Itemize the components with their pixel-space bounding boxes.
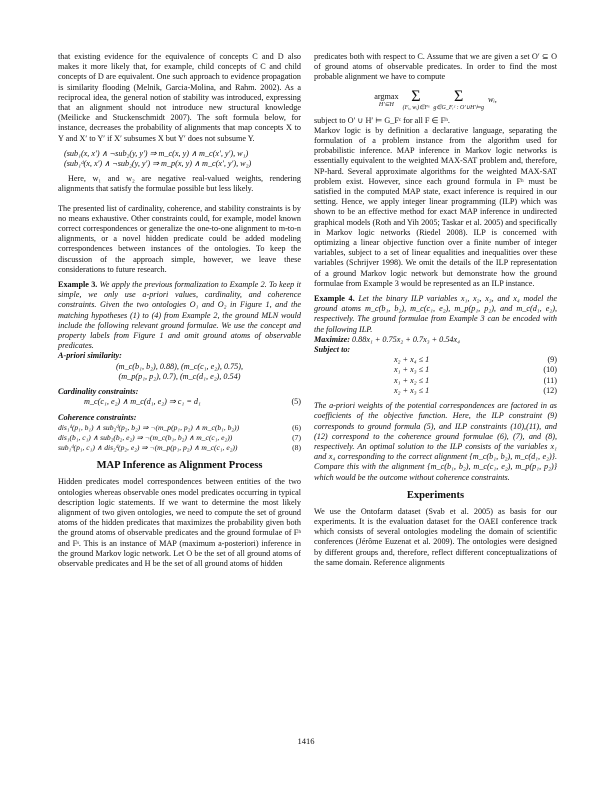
paragraph: Markov logic is by definition a declarative language, separating the formulation of a problem instance from the algorithm used for probabilistic inference. MAP inference in Markov logic networks is essentially equivalent to the weighted MAX-SAT problem and, therefore, NP-hard. Several approximate algorithms for the weighted MAX-SAT problem exist. However, since each ground formula in Fʰ must be satisfied in the computed MAP state, exact inference is required in our setting. Hence, we apply integer linear programming (ILP) which was shown to be an effective method for exact MAP inference in undirected graphical models (Roth and Yih 2005; Taskar et al. 2005) and specifically in Markov logic networks (Riedel 2008). ILP is concerned with optimizing a linear objective function over a finite number of integer variables, subject to a set of linear equalities and inequalities over these variables (Schrijver 1998). We omit the details of the ILP representation of a ground Markov logic network but demonstrate how the ground formulae from Example 3 would be represented as an ILP instance.: [314, 125, 557, 288]
example-label: Example 4.: [314, 294, 355, 304]
constraint: [314, 355, 557, 365]
constraint: [314, 386, 557, 396]
argmax-subscript: H′⊆H: [378, 101, 394, 108]
sum-operator: [433, 89, 484, 112]
maximize-line: [314, 335, 557, 345]
coherence-label: Coherence constraints:: [58, 412, 137, 422]
equation-number: (5): [291, 397, 301, 407]
paragraph: predicates both with respect to C. Assume that we are given a set O′ ⊆ O of ground atoms of observable predicates. In order to find the most probable alignment we have to compute: [314, 52, 557, 82]
apriori-label: A-priori similarity:: [58, 351, 122, 361]
constraint-text: x₂ + x₄ ≤ 1: [394, 355, 430, 365]
formula-text: (m_p(p₁, p₂), 0.7), (m_c(d₁, e₂), 0.54): [118, 371, 241, 381]
formula-text: (m_c(b₁, b₂), 0.88), (m_c(c₁, e₂), 0.75),: [115, 361, 244, 371]
section-title: Experiments: [406, 489, 465, 501]
section-title: MAP Inference as Alignment Process: [96, 460, 263, 472]
equation-number: (11): [543, 375, 557, 385]
constraint-text: x₁ + x₃ ≤ 1: [394, 365, 430, 375]
sigma-icon: Σ: [453, 87, 464, 105]
example-text: We apply the previous formalization to Example 2. To keep it simple, we only use a-priori values, cardinality, and coherence constraints. Given the two ontologies O₁ and O₂ in Figure 1, and the matching hypotheses (1) to (4) from Example 2, the ground MLN would include the following relevant ground formulae. We use the concept and property labels from Figure 1 and omit ground atoms of observable predicates.: [58, 280, 302, 351]
argmax-term: wᵢ,: [487, 95, 497, 104]
page-number: 1416: [297, 736, 315, 746]
example-4: [314, 294, 557, 335]
paragraph: The a-priori weights of the potential correspondences are factored in as coefficients of the objective function. Here, the ILP constraint (9) corresponds to ground formula (5), and ILP constraints (10),(11), and (12) correspond to the coherence ground formulae (6), (7), and (8), respectively. An optimal solution to the ILP consists of the variables x₁ and x₄ corresponding to the correct alignment {m_c(b₁, b₂), m_c(d₁, e₂)}. Compare this with the alignment {m_c(b₁, b₂), m_c(c₁, e₂), m_p(p₁, p₂)} which would be the outcome without coherence constraints.: [314, 401, 557, 482]
left-column: [58, 52, 301, 569]
sum-operator: [403, 89, 430, 112]
formula-text: m_c(c₁, e₂) ∧ m_c(d₁, e₂) ⇒ c₁ = d₁: [84, 397, 201, 407]
sum-subscript: g∈G_Fᵢᶜ : O′∪H′⊨g: [433, 104, 484, 111]
formula: [58, 372, 301, 382]
paragraph: Hidden predicates model correspondences between entities of the two ontologies whereas observable ones model predicates occurring in typical description logic statements. If we want to determine the most likely alignment of two given ontologies, we need to compute the set of ground atoms of the hidden predicates that maximizes the probability given both the ground atoms of observable predicates and the ground formulae of Fʰ and Fˢ. This is an instance of MAP (maximum a-posteriori) inference in the ground Markov logic network. Let O be the set of all ground atoms of observable predicates and H be the set of all ground atoms of hidden: [58, 477, 301, 568]
cardinality-label: Cardinality constraints:: [58, 387, 139, 397]
formula: [58, 443, 301, 453]
paragraph: Here, w₁ and w₂ are negative real-valued weights, rendering alignments that satisfy the formulae possible but less likely.: [58, 174, 301, 194]
equation-number: (10): [543, 365, 557, 375]
formula: [58, 433, 301, 443]
formula-text: sub₁ᵈ(p₁, c₁) ∧ dis₂ᵈ(p₂, e₂) ⇒ ¬(m_p(p₁, p₂) ∧ m_c(c₁, e₂)): [58, 443, 238, 453]
formula-text: (sub₁ᵈ(x, x′) ∧ ¬sub₂(y, y′) ⇒ m_p(x, y) ∧ m_c(x′, y′), w₂): [64, 159, 252, 169]
sum-subscript: (Fᵢ, wᵢ)∈Fˢ: [402, 104, 430, 111]
formula-text: dis₁ᵈ(p₁, b₁) ∧ sub₂ᵈ(p₂, b₂) ⇒ ¬(m_p(p₁, p₂) ∧ m_c(b₁, b₂)): [58, 422, 240, 432]
example-label: Example 3.: [58, 280, 98, 290]
equation-number: (12): [543, 385, 557, 395]
formula: [58, 149, 301, 159]
sigma-icon: Σ: [411, 87, 421, 105]
argmax-label: argmax: [374, 91, 399, 101]
objective: 0.88x₁ + 0.75x₂ + 0.7x₃ + 0.54x₄: [351, 334, 460, 344]
equation-number: (6): [292, 422, 301, 432]
constraint-text: x₂ + x₃ ≤ 1: [394, 385, 430, 395]
formula-text: (sub₁(x, x′) ∧ ¬sub₂(y, y′) ⇒ m_c(x, y) ∧ m_c(x′, y′), w₁): [64, 148, 249, 158]
argmax-operator: [374, 92, 398, 109]
equation-number: (9): [547, 355, 557, 365]
formula: [58, 362, 301, 372]
constraint-text: x₁ + x₂ ≤ 1: [394, 375, 430, 385]
formula: [58, 423, 301, 433]
constraint: [314, 365, 557, 375]
equation-number: (7): [292, 432, 301, 442]
right-column: [314, 52, 557, 568]
argmax-formula: [314, 89, 557, 112]
equation-number: (8): [292, 443, 301, 453]
constraint: [314, 376, 557, 386]
paragraph: subject to O′ ∪ H′ ⊨ G_Fᶜ for all F ∈ Fʰ.: [314, 115, 450, 125]
paragraph: We use the Ontofarm dataset (Svab et al. 2005) as basis for our experiments. It is the evaluation dataset for the OAEI conference track which consists of several ontologies modeling the domain of scientific conferences (Jérôme Euzenat et al. 2009). The ontologies were designed by different groups and, therefore, reflect different conceptualizations of the same domain. Reference alignments: [314, 506, 557, 567]
example-text: Let the binary ILP variables x₁, x₂, x₃, and x₄ model the ground atoms m_c(b₁, b₂), m_c(c₁, e₂), m_p(p₁, p₂), and m_c(d₁, e₂), respectively. The ground formulae from Example 3 can be encoded with the following ILP.: [314, 294, 557, 334]
paragraph: that existing evidence for the equivalence of concepts C and D also makes it more likely that, for example, child concepts of C and child concepts of D are equivalent. One such approach to evidence propagation is similarity flooding (Melnik, Garcia-Molina, and Rahm. 2002). As a reciprocal idea, the general notion of stability was introduced, expressing that an alignment should not introduce new structural knowledge (Meilicke and Stuckenschmidt 2007). The soft formula below, for instance, decreases the probability of alignments that map concepts X to Y and X′ to Y′ if X′ subsumes X but Y′ does not subsume Y.: [58, 52, 301, 143]
subject-label: Subject to:: [314, 345, 351, 355]
paragraph: The presented list of cardinality, coherence, and stability constraints is by no means exhaustive. Other constraints could, for example, model known correct correspondences or generalize the one-to-one alignment to m-to-n alignments, or a novel hidden predicate could be added modeling correspondences between instances of the ontologies. To keep the discussion of the approach simple, however, we leave these considerations to future research.: [58, 203, 301, 274]
formula: [58, 397, 301, 407]
maximize-label: Maximize:: [314, 334, 350, 344]
formula-text: dis₁(b₁, c₁) ∧ sub₂(b₂, e₂) ⇒ ¬(m_c(b₁, b₂) ∧ m_c(c₁, e₂)): [58, 432, 233, 442]
example-3: [58, 280, 301, 351]
formula: [58, 159, 301, 169]
